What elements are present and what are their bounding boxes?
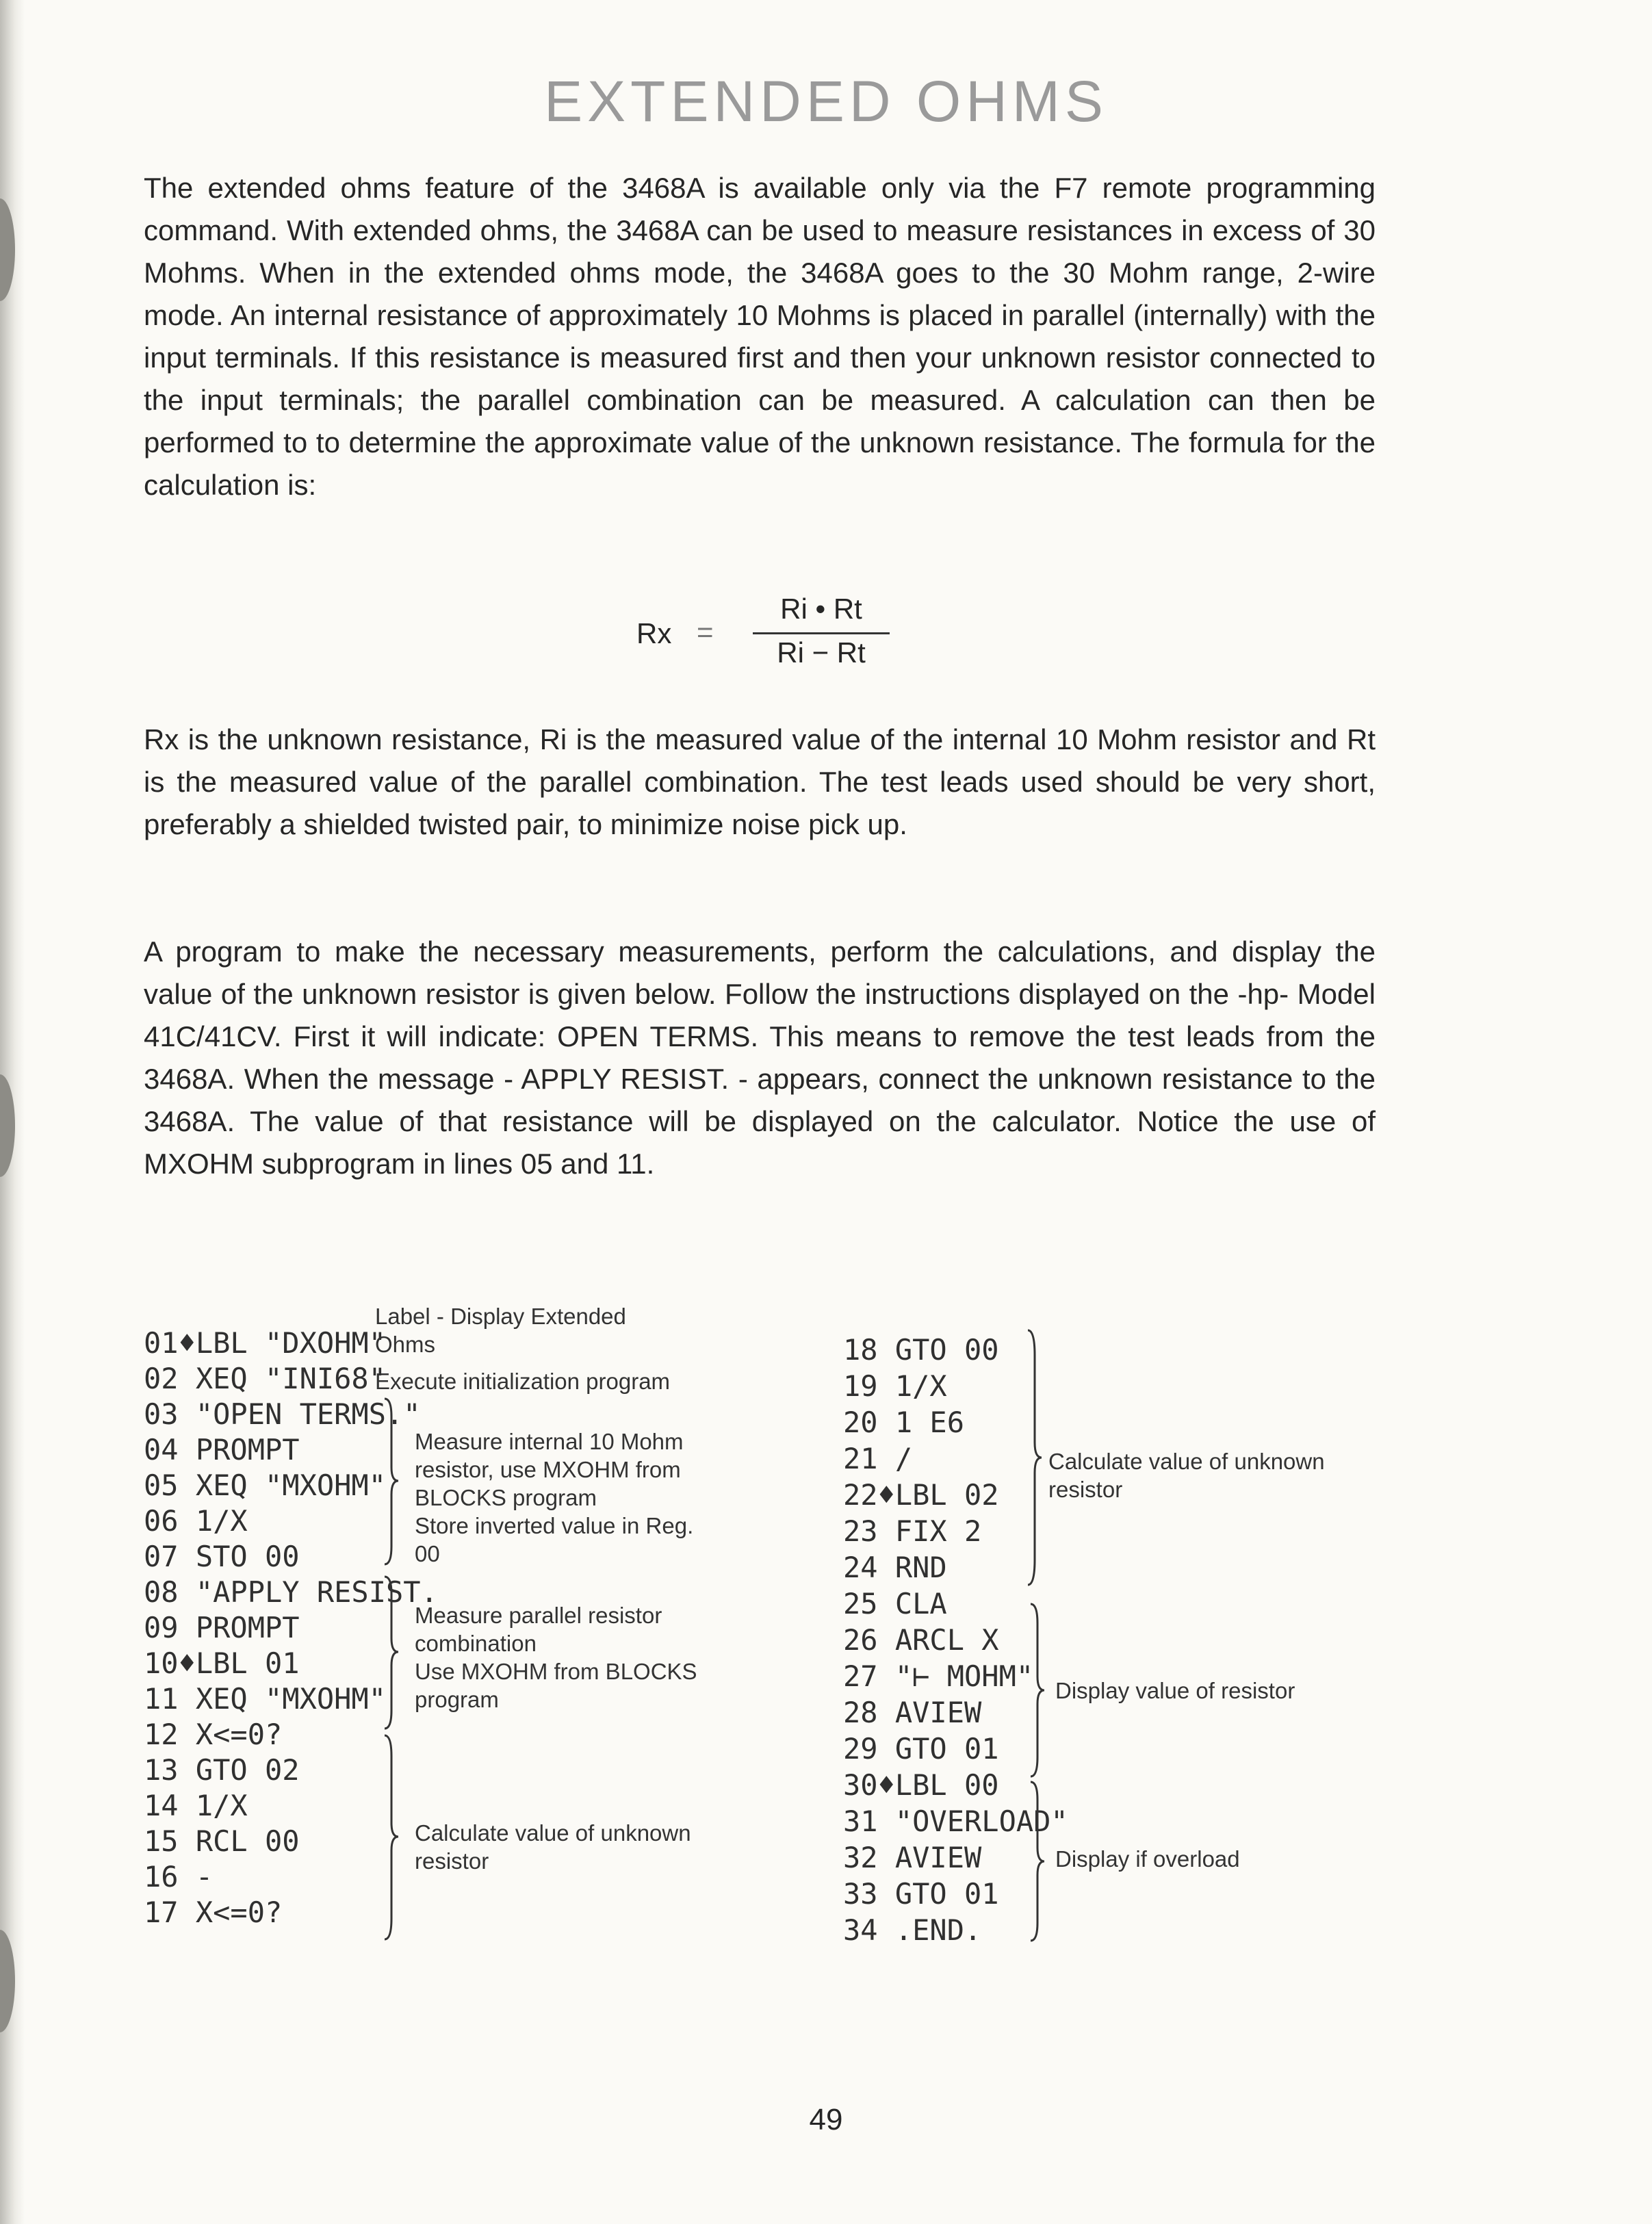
program-line: 07 STO 00 (144, 1540, 300, 1573)
brace-display-overload (1027, 1779, 1047, 1943)
annotation-measure-internal-line1: Measure internal 10 Mohm (415, 1429, 684, 1454)
annotation-execute: Execute initialization program (375, 1369, 671, 1394)
annotation-calculate-right-line1: Calculate value of unknown (1048, 1449, 1325, 1474)
program-line: 28 AVIEW (843, 1696, 982, 1729)
program-line: 08 "APPLY RESIST. (144, 1575, 438, 1609)
brace-calculate-right (1024, 1328, 1044, 1588)
program-line: 30♦LBL 00 (843, 1768, 999, 1802)
program-line: 26 ARCL X (843, 1623, 999, 1657)
program-line: 04 PROMPT (144, 1433, 300, 1466)
program-line: 15 RCL 00 (144, 1824, 300, 1858)
program-line: 34 .END. (843, 1913, 982, 1947)
program-line: 10♦LBL 01 (144, 1646, 300, 1680)
brace-measure-internal (380, 1396, 401, 1567)
program-line: 01♦LBL "DXOHM" (144, 1326, 387, 1360)
program-line: 09 PROMPT (144, 1611, 300, 1644)
definitions-paragraph: Rx is the unknown resistance, Ri is the measured value of the internal 10 Mohm resistor and Rt is the measured value of the parallel combination. The test leads used should be very short, preferably a shielded twisted pair, to minimize noise pick up. (144, 723, 1376, 840)
program-line: 27 "⊢ MOHM" (843, 1659, 1034, 1693)
annotation-calculate-left-line2: resistor (415, 1848, 489, 1874)
brace-display-value (1027, 1601, 1047, 1779)
program-line: 32 AVIEW (843, 1841, 982, 1874)
program-line: 03 "OPEN TERMS." (144, 1397, 421, 1431)
resistance-formula (636, 593, 910, 682)
annotation-measure-parallel-line2: combination (415, 1631, 537, 1656)
annotation-measure-parallel-line1: Measure parallel resistor (415, 1603, 662, 1628)
formula-numerator: Ri • Rt (780, 593, 862, 625)
program-line: 06 1/X (144, 1504, 248, 1538)
program-line: 21 / (843, 1442, 913, 1475)
page-number: 49 (809, 2103, 843, 2136)
formula-fraction-bar (753, 632, 890, 634)
formula-equals: = (697, 616, 714, 648)
formula-lhs: Rx (636, 617, 672, 649)
annotation-use-mxohm-line1: Use MXOHM from BLOCKS (415, 1659, 697, 1684)
brace-measure-parallel (380, 1574, 401, 1731)
brace-calculate-left (380, 1733, 401, 1942)
program-line: 18 GTO 00 (843, 1333, 999, 1367)
page-title: EXTENDED OHMS (544, 69, 1108, 133)
program-description-paragraph: A program to make the necessary measurements, perform the calculations, and display the value of the unknown resistor is given below. Follow the instructions displayed on the -hp- Model 41C/41CV. First it will indicate: OPEN TERMS. This means to remove the test leads from the 3468A. When the message - APPLY RESIST. - appears, connect the unknown resistance to the 3468A. The value of that resistance will be displayed on the calculator. Notice the use of MXOHM subprogram in lines 05 and 11. (144, 935, 1376, 1180)
annotation-store-line1: Store inverted value in Reg. (415, 1513, 694, 1538)
program-line: 02 XEQ "INI68" (144, 1362, 387, 1395)
annotation-label-line2: Ohms (375, 1332, 436, 1357)
formula-denominator: Ri − Rt (777, 636, 866, 669)
annotation-calculate-left-line1: Calculate value of unknown (415, 1820, 691, 1846)
program-line: 19 1/X (843, 1369, 947, 1403)
program-line: 20 1 E6 (843, 1406, 965, 1439)
program-line: 31 "OVERLOAD" (843, 1805, 1068, 1838)
annotation-calculate-right-line2: resistor (1048, 1477, 1123, 1502)
intro-paragraph: The extended ohms feature of the 3468A is available only via the F7 remote programming command. With extended ohms, the 3468A can be used to measure resistances in excess of 30 Mohms. When in the extended ohms mode, the 3468A goes to the 30 Mohm range, 2-wire mode. An internal resistance of approximately 10 Mohms is placed in parallel (internally) with the input terminals. If this resistance is measured first and then your unknown resistor connected to the input terminals; the parallel combination can be measured. A calculation can then be performed to to determine the approximate value of the unknown resistance. The formula for the calculation is: (144, 172, 1376, 501)
annotation-label-line1: Label - Display Extended (375, 1304, 626, 1329)
program-line: 29 GTO 01 (843, 1732, 999, 1766)
annotation-store-line2: 00 (415, 1541, 440, 1566)
program-line: 05 XEQ "MXOHM" (144, 1469, 387, 1502)
annotation-display-value: Display value of resistor (1055, 1678, 1295, 1703)
annotation-display-overload: Display if overload (1055, 1846, 1240, 1872)
program-line: 14 1/X (144, 1789, 248, 1822)
program-line: 22♦LBL 02 (843, 1478, 999, 1512)
program-line: 11 XEQ "MXOHM" (144, 1682, 387, 1716)
program-line: 23 FIX 2 (843, 1514, 982, 1548)
program-line: 13 GTO 02 (144, 1753, 300, 1787)
annotation-measure-internal-line2: resistor, use MXOHM from (415, 1457, 681, 1482)
annotation-use-mxohm-line2: program (415, 1687, 499, 1712)
program-line: 25 CLA (843, 1587, 947, 1620)
program-line: 24 RND (843, 1551, 947, 1584)
program-line: 33 GTO 01 (843, 1877, 999, 1911)
program-line: 17 X<=0? (144, 1896, 283, 1929)
program-line: 12 X<=0? (144, 1718, 283, 1751)
program-line: 16 - (144, 1860, 214, 1893)
annotation-measure-internal-line3: BLOCKS program (415, 1485, 597, 1510)
